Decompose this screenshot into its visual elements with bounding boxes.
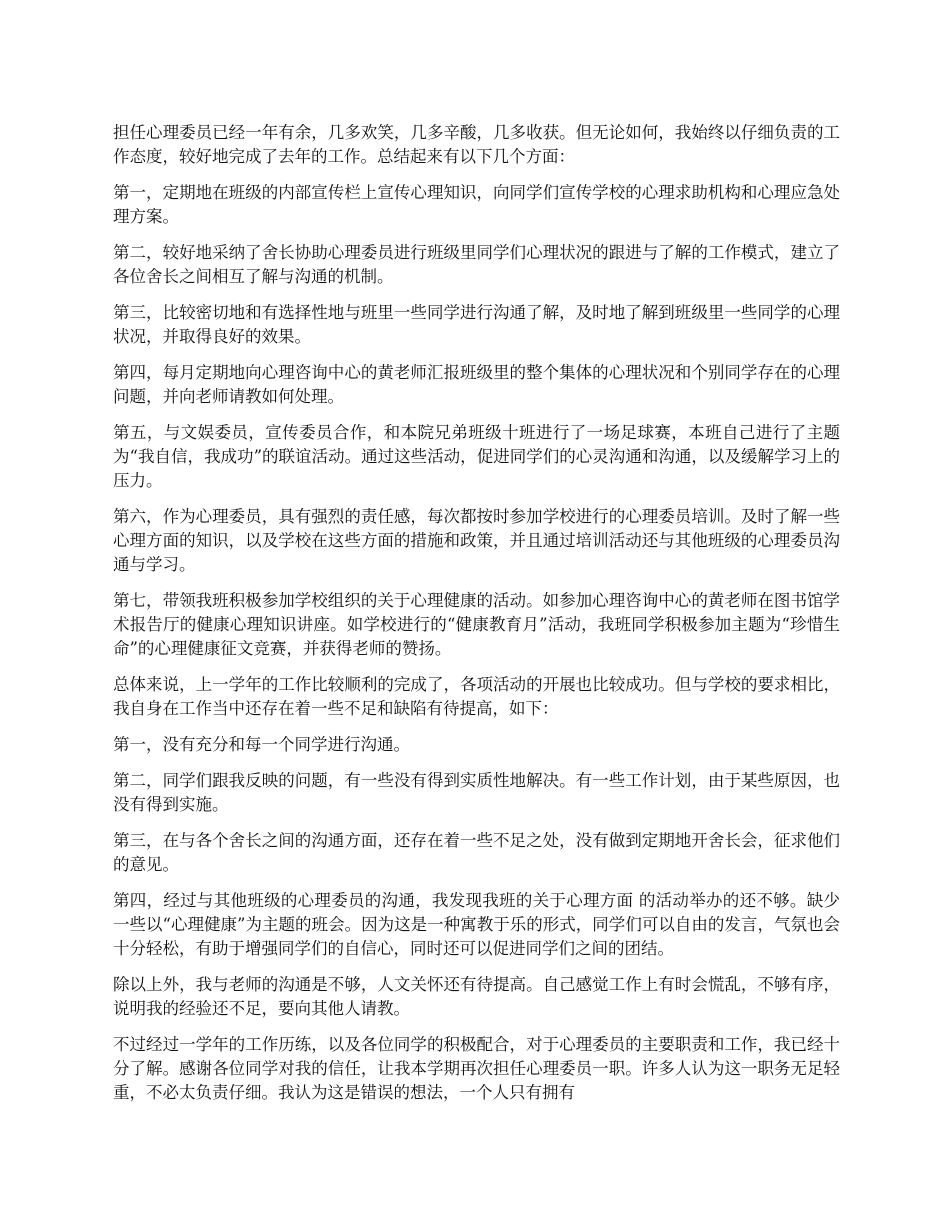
paragraph-point-1: 第一，定期地在班级的内部宣传栏上宣传心理知识，向同学们宣传学校的心理求助机构和心理应急处理方案。	[113, 183, 840, 226]
paragraph-shortcoming-3: 第三，在与各个舍长之间的沟通方面，还存在着一些不足之处，没有做到定期地开舍长会，征求他们的意见。	[113, 831, 840, 874]
paragraph-point-3: 第三，比较密切地和有选择性地与班里一些同学进行沟通了解，及时地了解到班级里一些同学的心理状况，并取得良好的效果。	[113, 303, 840, 346]
paragraph-shortcoming-2: 第二，同学们跟我反映的问题，有一些没有得到实质性地解决。有一些工作计划，由于某些原因，也没有得到实施。	[113, 771, 840, 814]
paragraph-summary: 总体来说，上一学年的工作比较顺利的完成了，各项活动的开展也比较成功。但与学校的要求相比，我自身在工作当中还存在着一些不足和缺陷有待提高，如下：	[113, 675, 840, 718]
paragraph-intro: 担任心理委员已经一年有余，几多欢笑，几多辛酸，几多收获。但无论如何，我始终以仔细负责的工作态度，较好地完成了去年的工作。总结起来有以下几个方面：	[113, 123, 840, 166]
paragraph-additional: 除以上外，我与老师的沟通是不够，人文关怀还有待提高。自己感觉工作上有时会慌乱，不够有序，说明我的经验还不足，要向其他人请教。	[113, 975, 840, 1018]
paragraph-shortcoming-1: 第一，没有充分和每一个同学进行沟通。	[113, 735, 410, 754]
paragraph-point-7: 第七，带领我班积极参加学校组织的关于心理健康的活动。如参加心理咨询中心的黄老师在图书馆学术报告厅的健康心理知识讲座。如学校进行的“健康教育月”活动，我班同学积极参加主题为“珍惜生命”的心理健康征文竞赛，并获得老师的赞扬。	[113, 591, 840, 658]
paragraph-point-4: 第四，每月定期地向心理咨询中心的黄老师汇报班级里的整个集体的心理状况和个别同学存在的心理问题，并向老师请教如何处理。	[113, 363, 840, 406]
paragraph-point-5: 第五，与文娱委员，宣传委员合作，和本院兄弟班级十班进行了一场足球赛，本班自己进行了主题为“我自信，我成功”的联谊活动。通过这些活动，促进同学们的心灵沟通和沟通，以及缓解学习上的压力。	[113, 423, 840, 490]
paragraph-point-2: 第二，较好地采纳了舍长协助心理委员进行班级里同学们心理状况的跟进与了解的工作模式，建立了各位舍长之间相互了解与沟通的机制。	[113, 243, 840, 286]
paragraph-point-6: 第六，作为心理委员，具有强烈的责任感，每次都按时参加学校进行的心理委员培训。及时了解一些心理方面的知识，以及学校在这些方面的措施和政策，并且通过培训活动还与其他班级的心理委员沟通与学习。	[113, 507, 840, 574]
paragraph-shortcoming-4: 第四，经过与其他班级的心理委员的沟通，我发现我班的关于心理方面 的活动举办的还不够。缺少一些以“心理健康”为主题的班会。因为这是一种寓教于乐的形式，同学们可以自由的发言，气氛也会十分轻松，有助于增强同学们的自信心，同时还可以促进同学们之间的团结。	[113, 891, 840, 958]
document-body	[113, 121, 840, 1117]
paragraph-closing: 不过经过一学年的工作历练，以及各位同学的积极配合，对于心理委员的主要职责和工作，我已经十分了解。感谢各位同学对我的信任，让我本学期再次担任心理委员一职。许多人认为这一职务无足轻重，不必太负责仔细。我认为这是错误的想法，一个人只有拥有	[113, 1035, 840, 1102]
